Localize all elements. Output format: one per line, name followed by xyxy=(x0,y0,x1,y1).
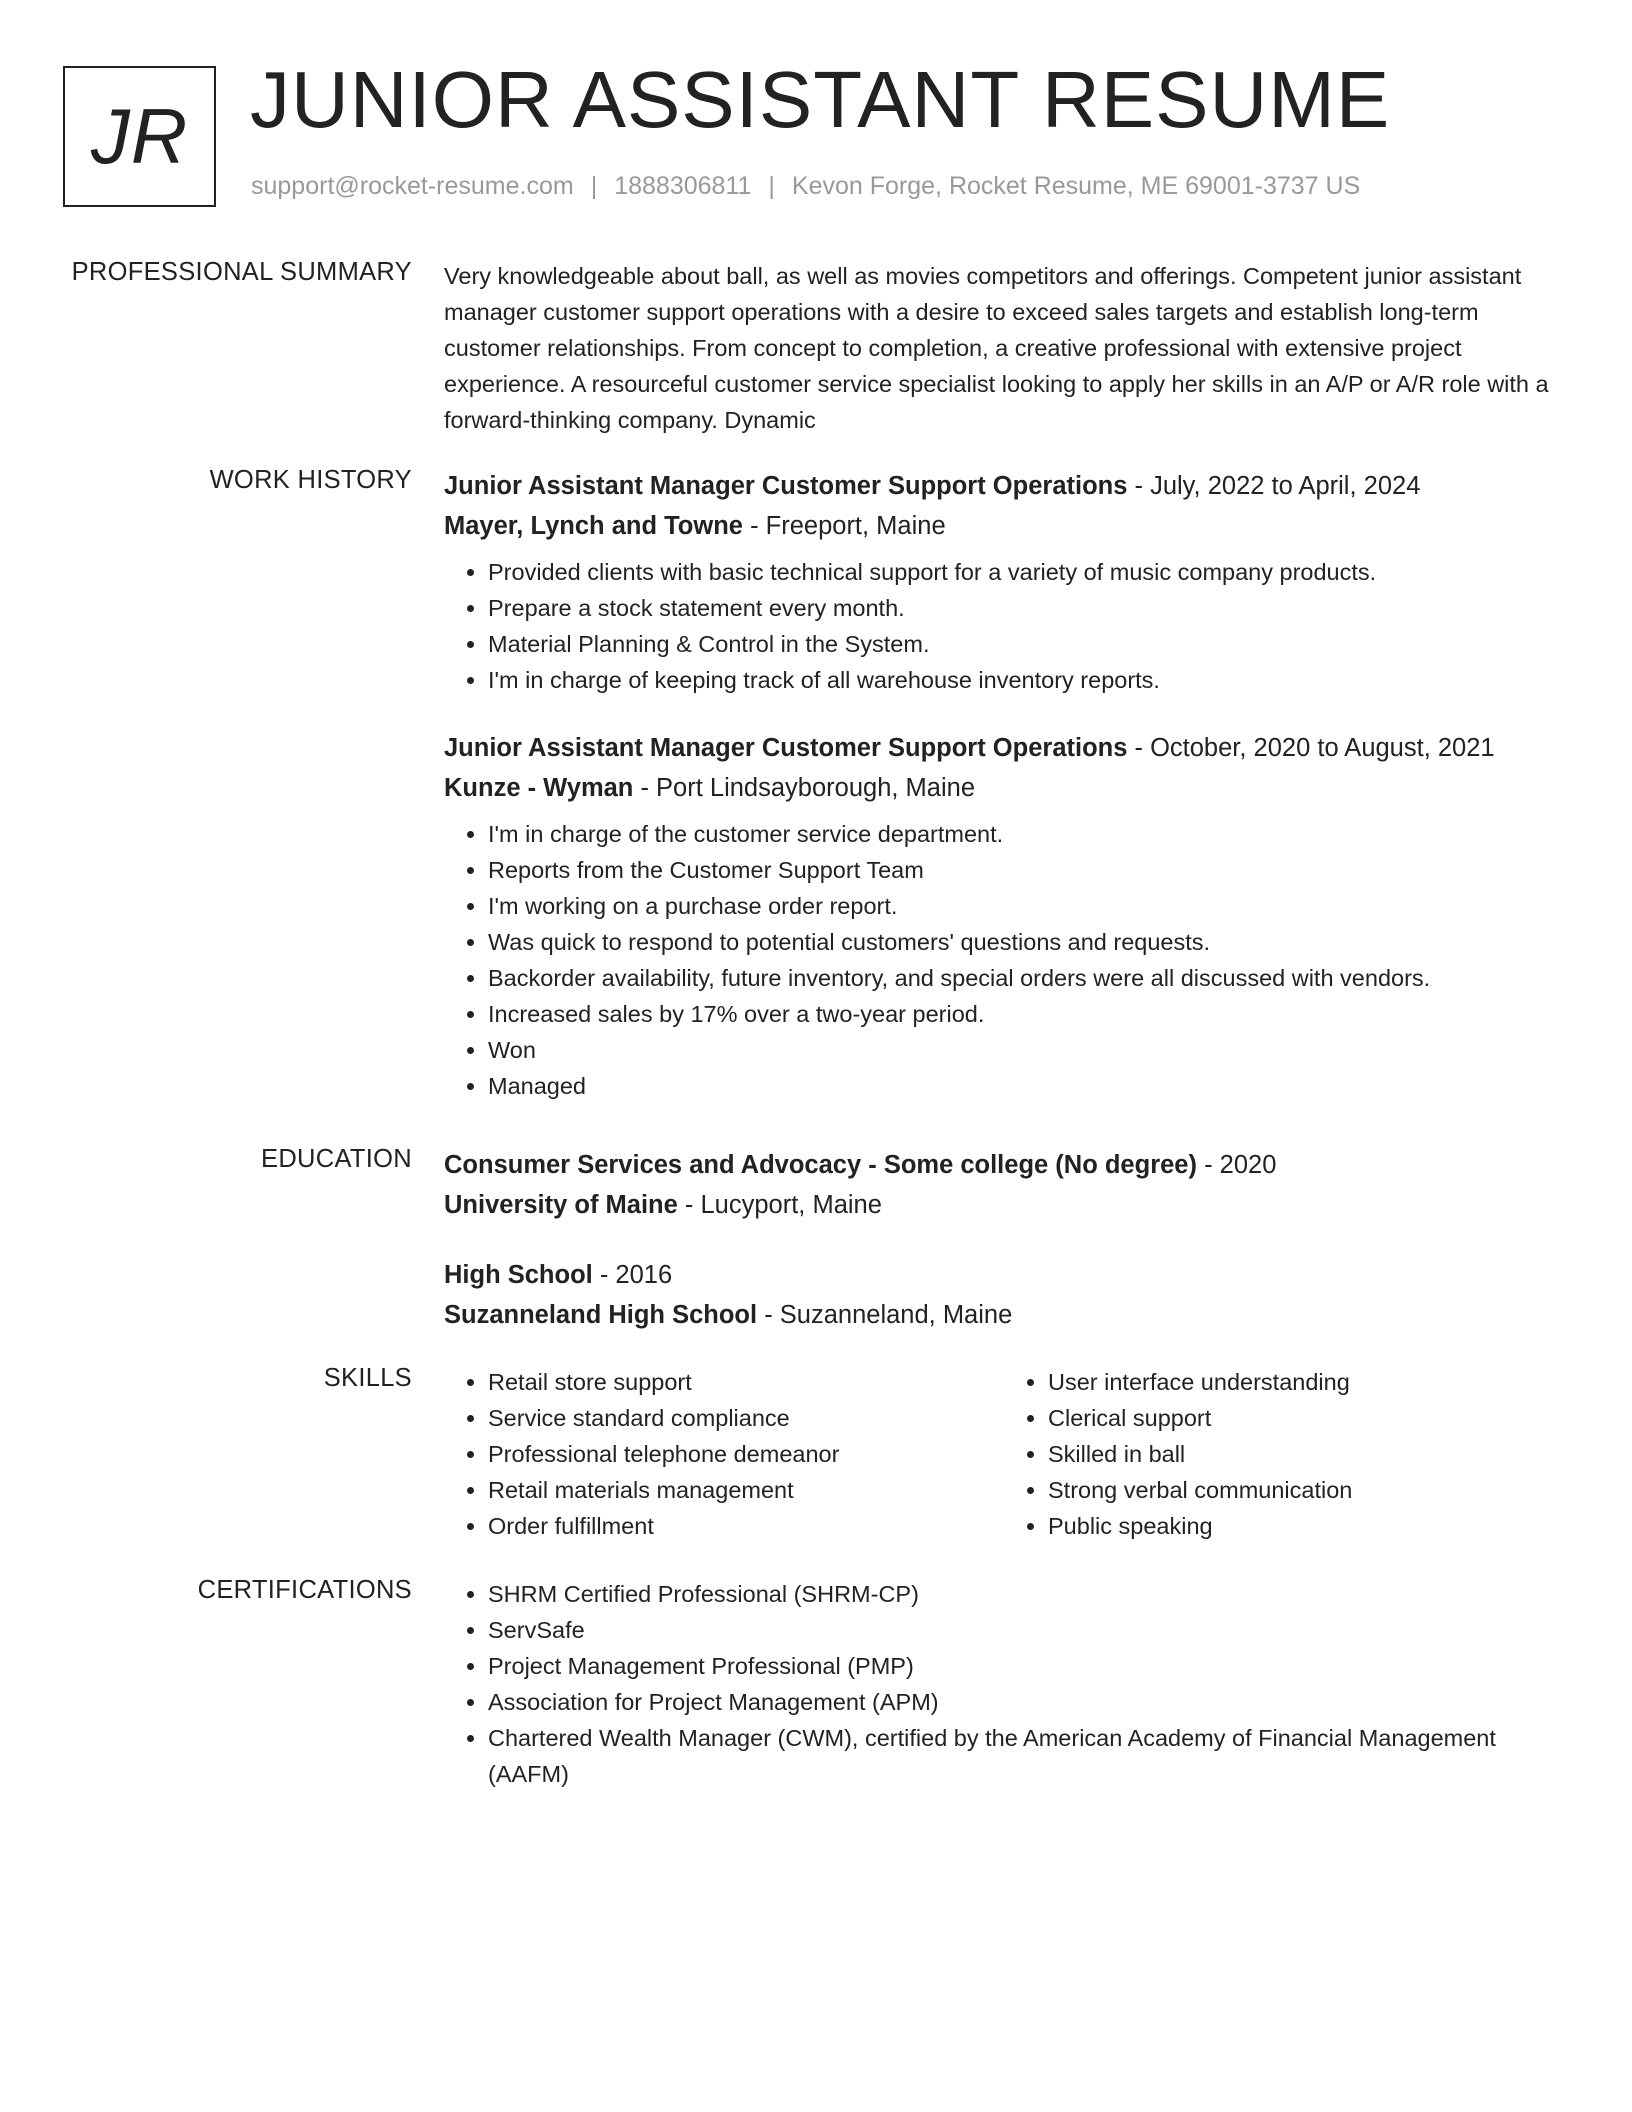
job-bullets xyxy=(444,816,1564,1104)
job-bullet: • Reports from the Customer Support Team xyxy=(488,852,1564,888)
job-entry xyxy=(444,466,1564,698)
education-degree: High School xyxy=(444,1261,593,1289)
job-role: Junior Assistant Manager Customer Support Operations xyxy=(444,734,1128,762)
job-company: Kunze - Wyman xyxy=(444,774,634,802)
certification-item: • ServSafe xyxy=(488,1612,1564,1648)
section-title-skills: SKILLS xyxy=(323,1364,412,1392)
certification-item: • Association for Project Management (APM) xyxy=(488,1684,1564,1720)
contact-separator: | xyxy=(768,172,775,200)
resume-title: JUNIOR ASSISTANT RESUME xyxy=(250,55,1391,144)
job-location: - Freeport, Maine xyxy=(742,512,946,540)
education-location: - Suzanneland, Maine xyxy=(757,1301,1013,1329)
monogram-logo: JR xyxy=(63,66,216,207)
section-title-work-history: WORK HISTORY xyxy=(209,466,412,494)
job-bullet: • I'm working on a purchase order report. xyxy=(488,888,1564,924)
job-bullet: • Prepare a stock statement every month. xyxy=(488,590,1564,626)
job-bullet: • Provided clients with basic technical support for a variety of music company products. xyxy=(488,554,1564,590)
section-title-certifications: CERTIFICATIONS xyxy=(197,1576,412,1604)
contact-email: support@rocket-resume.com xyxy=(251,172,574,200)
job-title-line xyxy=(444,728,1564,768)
contact-phone: 1888306811 xyxy=(614,172,752,200)
job-dates: - October, 2020 to August, 2021 xyxy=(1127,734,1495,762)
education-school-line xyxy=(444,1185,1564,1225)
job-bullet: • Increased sales by 17% over a two-year period. xyxy=(488,996,1564,1032)
job-bullet: • Managed xyxy=(488,1068,1564,1104)
job-bullet: • Won xyxy=(488,1032,1564,1068)
contact-separator: | xyxy=(590,172,598,200)
skills-list-left xyxy=(444,1364,1004,1544)
skill-item: • Retail materials management xyxy=(488,1472,1004,1508)
skill-item: • Retail store support xyxy=(488,1364,1004,1400)
education-entry xyxy=(444,1145,1564,1225)
job-company: Mayer, Lynch and Towne xyxy=(444,512,743,540)
education-year: - 2020 xyxy=(1196,1151,1277,1179)
certifications-list xyxy=(444,1576,1564,1792)
job-bullet: • Material Planning & Control in the System. xyxy=(488,626,1564,662)
work-body xyxy=(444,466,1564,1134)
contact-line xyxy=(251,172,1360,201)
job-location: - Port Lindsayborough, Maine xyxy=(633,774,976,802)
job-role: Junior Assistant Manager Customer Support Operations xyxy=(444,472,1128,500)
skill-item: • Order fulfillment xyxy=(488,1508,1004,1544)
skill-item: • Public speaking xyxy=(1048,1508,1564,1544)
skills-columns xyxy=(444,1364,1564,1544)
contact-address: Kevon Forge, Rocket Resume, ME 69001-3737 US xyxy=(791,172,1361,200)
skill-item: • Strong verbal communication xyxy=(1048,1472,1564,1508)
education-school: Suzanneland High School xyxy=(444,1301,758,1329)
job-title-line xyxy=(444,466,1564,506)
job-bullet: • I'm in charge of the customer service department. xyxy=(488,816,1564,852)
summary-text: Very knowledgeable about ball, as well as movies competitors and offerings. Competent junior assistant manager customer support operations with a desire to exceed sales targets and establish long-term customer relationships. From concept to completion, a creative professional with extensive project experience. A resourceful customer service specialist looking to apply her skills in an A/P or A/R role with a forward-thinking company. Dynamic xyxy=(444,263,1549,433)
certification-item: • Project Management Professional (PMP) xyxy=(488,1648,1564,1684)
certification-item: • Chartered Wealth Manager (CWM), certified by the American Academy of Financial Management (AAFM) xyxy=(488,1720,1564,1792)
education-body xyxy=(444,1145,1564,1365)
job-entry xyxy=(444,728,1564,1104)
job-bullet: • Backorder availability, future inventory, and special orders were all discussed with vendors. xyxy=(488,960,1564,996)
education-degree: Consumer Services and Advocacy - Some college (No degree) xyxy=(444,1151,1197,1179)
section-title-education: EDUCATION xyxy=(261,1145,412,1173)
section-title-summary: PROFESSIONAL SUMMARY xyxy=(71,258,412,286)
education-location: - Lucyport, Maine xyxy=(677,1191,882,1219)
job-bullet: • Was quick to respond to potential customers' questions and requests. xyxy=(488,924,1564,960)
job-dates: - July, 2022 to April, 2024 xyxy=(1127,472,1421,500)
skill-item: • Professional telephone demeanor xyxy=(488,1436,1004,1472)
certifications-body xyxy=(444,1576,1564,1792)
education-degree-line xyxy=(444,1255,1564,1295)
job-company-line xyxy=(444,506,1564,546)
certification-item: • SHRM Certified Professional (SHRM-CP) xyxy=(488,1576,1564,1612)
education-degree-line xyxy=(444,1145,1564,1185)
job-bullets xyxy=(444,554,1564,698)
job-bullet: • I'm in charge of keeping track of all warehouse inventory reports. xyxy=(488,662,1564,698)
skills-body xyxy=(444,1364,1564,1544)
skills-list-right xyxy=(1004,1364,1564,1544)
education-entry xyxy=(444,1255,1564,1335)
skill-item: • Clerical support xyxy=(1048,1400,1564,1436)
job-company-line xyxy=(444,768,1564,808)
education-school-line xyxy=(444,1295,1564,1335)
skill-item: • User interface understanding xyxy=(1048,1364,1564,1400)
education-school: University of Maine xyxy=(444,1191,678,1219)
skill-item: • Service standard compliance xyxy=(488,1400,1004,1436)
summary-body xyxy=(444,258,1564,438)
education-year: - 2016 xyxy=(592,1261,673,1289)
skill-item: • Skilled in ball xyxy=(1048,1436,1564,1472)
